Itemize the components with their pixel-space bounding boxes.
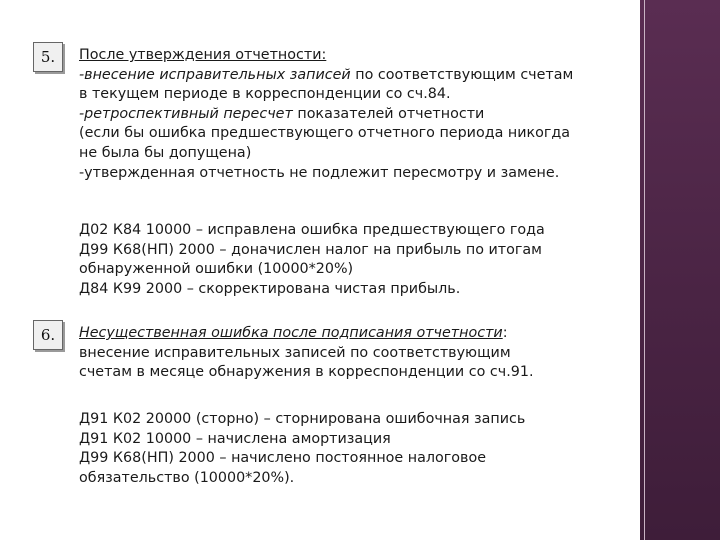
section-5-line-2: в текущем периоде в корреспонденции со сч.84. bbox=[79, 86, 451, 103]
entry-line: Д02 К84 10000 – исправлена ошибка предшествующего года bbox=[79, 222, 545, 238]
entry-line: обязательство (10000*20%). bbox=[79, 469, 295, 486]
section-6-title: Несущественная ошибка после подписания отчетности: bbox=[79, 325, 508, 341]
section-5-title: После утверждения отчетности: bbox=[79, 47, 327, 63]
section-5-line-1: -внесение исправительных записей по соответствующим счетам bbox=[79, 66, 574, 83]
section-6-line-1: внесение исправительных записей по соответствующим bbox=[79, 344, 511, 361]
item-number-6: 6. bbox=[33, 320, 63, 350]
entry-line: Д99 К68(НП) 2000 – начислено постоянное налоговое bbox=[79, 450, 486, 467]
entry-line: Д91 К02 20000 (сторно) – сторнирована ошибочная запись bbox=[79, 411, 526, 427]
item-number-5: 5. bbox=[33, 42, 63, 72]
entry-line: Д84 К99 2000 – скорректирована чистая прибыль. bbox=[79, 280, 461, 297]
sidebar-divider bbox=[644, 0, 645, 540]
section-5-text bbox=[79, 46, 639, 183]
entry-line: обнаруженной ошибки (10000*20%) bbox=[79, 261, 354, 278]
section-6-entries bbox=[79, 410, 639, 488]
section-5-line-3: -ретроспективный пересчет показателей отчетности bbox=[79, 105, 485, 122]
section-5-line-4: (если бы ошибка предшествующего отчетного периода никогда bbox=[79, 125, 571, 142]
decorative-sidebar bbox=[640, 0, 720, 540]
entry-line: Д91 К02 10000 – начислена амортизация bbox=[79, 430, 391, 447]
section-5-entries bbox=[79, 221, 639, 299]
section-6-text bbox=[79, 324, 639, 383]
entry-line: Д99 К68(НП) 2000 – доначислен налог на прибыль по итогам bbox=[79, 241, 542, 258]
section-5-line-6: -утвержденная отчетность не подлежит пересмотру и замене. bbox=[79, 164, 560, 181]
section-6-line-2: счетам в месяце обнаружения в корреспонденции со сч.91. bbox=[79, 364, 534, 381]
section-5-line-5: не была бы допущена) bbox=[79, 144, 252, 161]
